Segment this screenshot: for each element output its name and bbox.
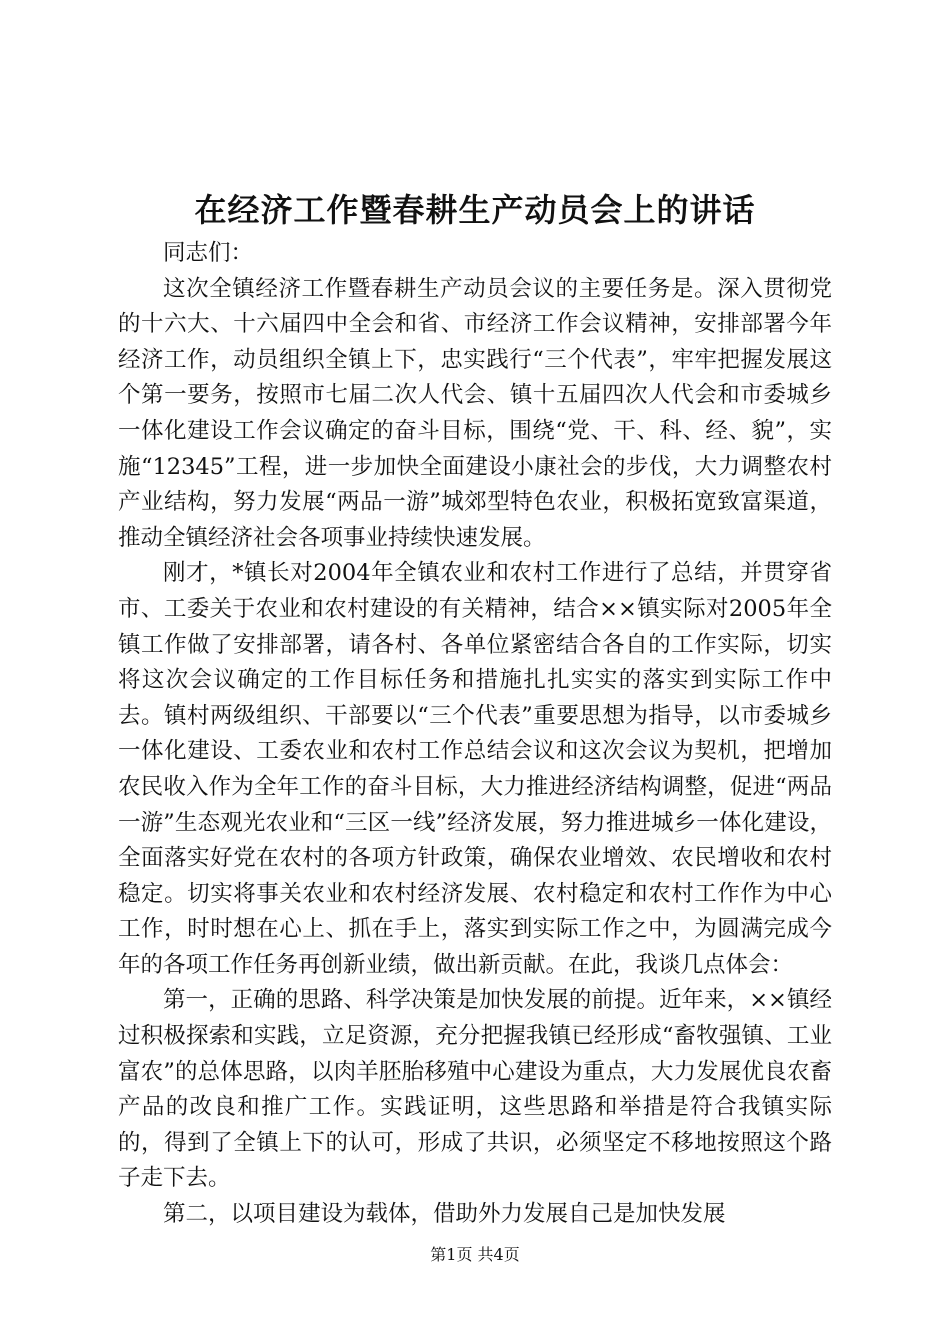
page-number-footer: 第1页 共4页 (430, 1245, 520, 1264)
document-title: 在经济工作暨春耕生产动员会上的讲话 (194, 191, 756, 229)
paragraph-1: 这次全镇经济工作暨春耕生产动员会议的主要任务是。深入贯彻党的十六大、十六届四中全会和省、市经济工作会议精神，安排部署今年经济工作，动员组织全镇上下，忠实践行“三个代表”，牢牢把握发展这个第一要务，按照市七届二次人代会、镇十五届四次人代会和市委城乡一体化建设工作会议确定的奋斗目标，围绕“党、干、科、经、貌”，实施“12345”工程，进一步加快全面建设小康社会的步伐，大力调整农村产业结构，努力发展“两品一游”城郊型特色农业，积极拓宽致富渠道，推动全镇经济社会各项事业持续快速发展。 (118, 275, 832, 551)
document-body (118, 236, 832, 1233)
salutation: 同志们： (163, 240, 254, 266)
paragraph-3: 第一，正确的思路、科学决策是加快发展的前提。近年来，××镇经过积极探索和实践，立足资源，充分把握我镇已经形成“畜牧强镇、工业富农”的总体思路，以肉羊胚胎移殖中心建设为重点，大力发展优良农畜产品的改良和推广工作。实践证明，这些思路和举措是符合我镇实际的，得到了全镇上下的认可，形成了共识，必须坚定不移地按照这个路子走下去。 (118, 987, 832, 1192)
paragraph-4: 第二，以项目建设为载体，借助外力发展自己是加快发展 (163, 1201, 726, 1228)
paragraph-2: 刚才，*镇长对2004年全镇农业和农村工作进行了总结，并贯穿省市、工委关于农业和农村建设的有关精神，结合××镇实际对2005年全镇工作做了安排部署，请各村、各单位紧密结合各自的工作实际，切实将这次会议确定的工作目标任务和措施扎扎实实的落实到实际工作中去。镇村两级组织、干部要以“三个代表”重要思想为指导，以市委城乡一体化建设、工委农业和农村工作总结会议和这次会议为契机，把增加农民收入作为全年工作的奋斗目标，大力推进经济结构调整，促进“两品一游”生态观光农业和“三区一线”经济发展，努力推进城乡一体化建设，全面落实好党在农村的各项方针政策，确保农业增效、农民增收和农村稳定。切实将事关农业和农村经济发展、农村稳定和农村工作作为中心工作，时时想在心上、抓在手上，落实到实际工作之中，为圆满完成今年的各项工作任务再创新业绩，做出新贡献。在此，我谈几点体会： (118, 560, 832, 978)
